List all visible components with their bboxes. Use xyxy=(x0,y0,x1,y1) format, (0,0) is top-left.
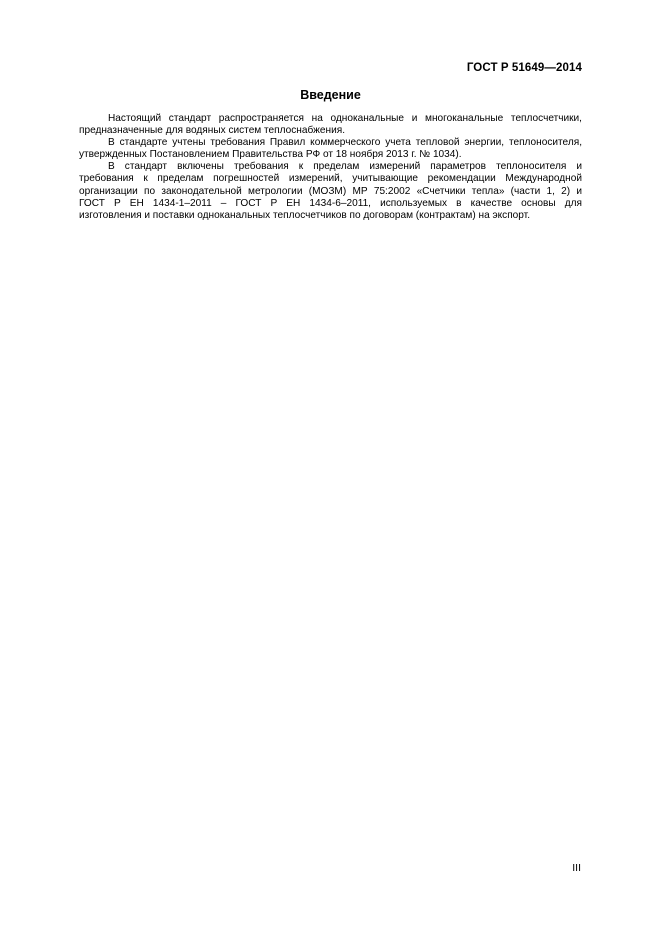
paragraph-line: В стандарте учтены требования Правил коммерческого учета тепловой энергии, теплоносителя, xyxy=(108,137,582,149)
paragraph-scope xyxy=(79,113,582,137)
paragraph-contents xyxy=(79,161,582,221)
paragraph-line: ГОСТ Р ЕН 1434-1–2011 – ГОСТ Р ЕН 1434-6–2011, используемых в качестве основы для xyxy=(79,197,582,209)
section-title: Введение xyxy=(300,88,361,102)
paragraph-line: В стандарт включены требования к пределам измерений параметров теплоносителя и xyxy=(108,161,582,173)
paragraph-requirements xyxy=(79,137,582,161)
paragraph-line: изготовления и поставки одноканальных теплосчетчиков по договорам (контрактам) на экспорт. xyxy=(79,209,530,221)
paragraph-line: утвержденных Постановлением Правительства РФ от 18 ноября 2013 г. № 1034). xyxy=(79,149,462,161)
paragraph-line: организации по законодательной метрологии (МОЗМ) МР 75:2002 «Счетчики тепла» (части 1, 2) и xyxy=(79,185,582,197)
document-code: ГОСТ Р 51649—2014 xyxy=(466,62,582,74)
page-number: III xyxy=(572,862,581,874)
paragraph-line: предназначенные для водяных систем теплоснабжения. xyxy=(79,125,346,137)
paragraph-line: Настоящий стандарт распространяется на одноканальные и многоканальные теплосчетчики, xyxy=(108,113,582,124)
body-text xyxy=(79,113,582,222)
paragraph-line: требования к пределам погрешностей измерений, учитывающие рекомендации Международной xyxy=(79,173,582,185)
